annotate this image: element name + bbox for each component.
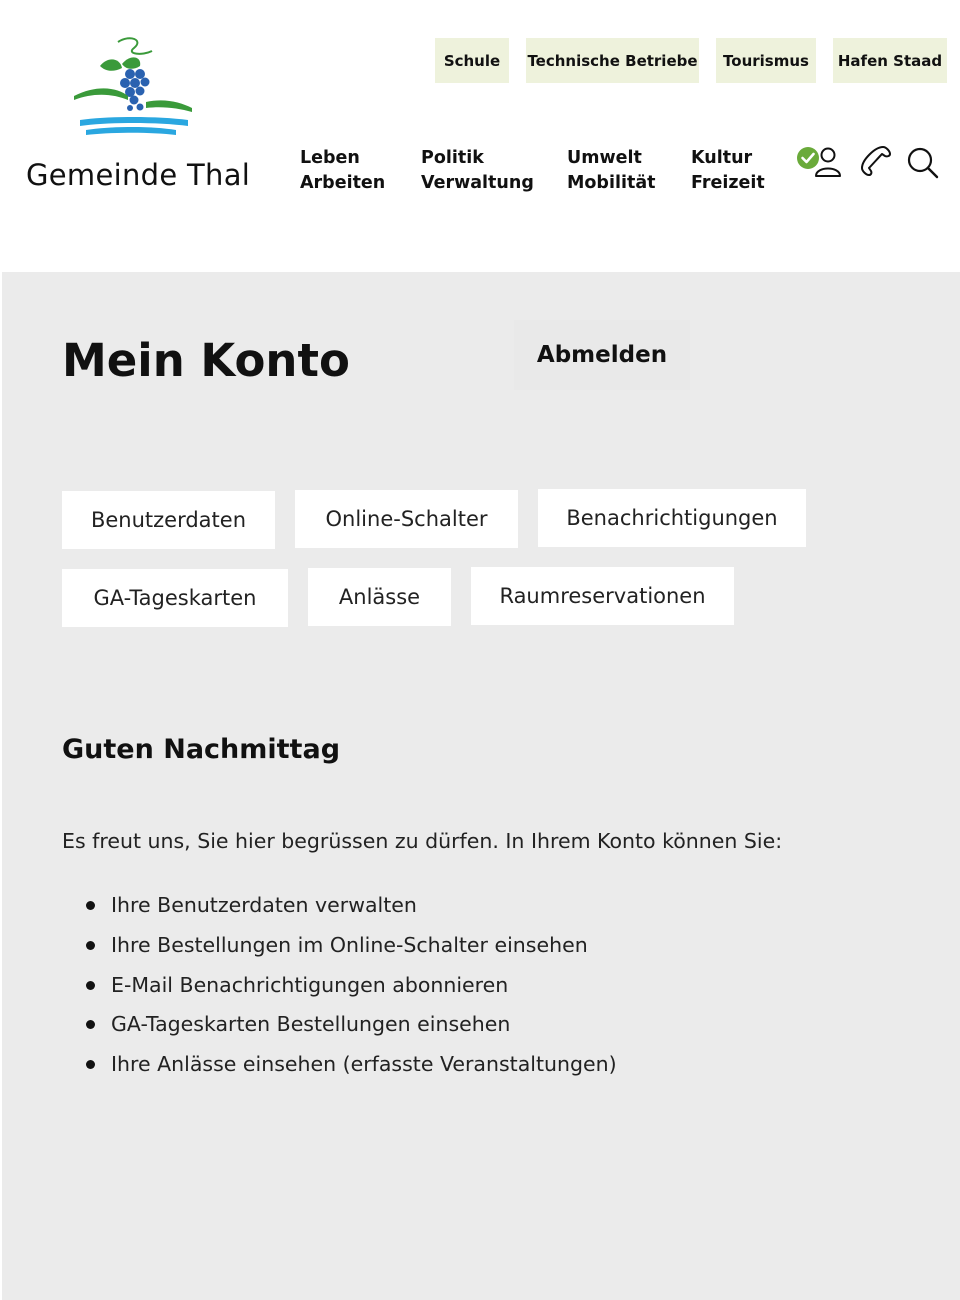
nav-kultur-freizeit[interactable] bbox=[691, 146, 765, 196]
bullet-icon bbox=[86, 901, 95, 910]
phone-icon[interactable] bbox=[859, 144, 893, 178]
list-item bbox=[86, 1008, 617, 1048]
nav-politik-verwaltung[interactable] bbox=[421, 146, 534, 196]
greeting-heading: Guten Nachmittag bbox=[62, 734, 341, 765]
bullet-icon bbox=[86, 981, 95, 990]
gemeinde-thal-logo[interactable] bbox=[68, 36, 196, 142]
list-item-text: Ihre Benutzerdaten verwalten bbox=[111, 893, 417, 917]
nav-leben-arbeiten[interactable] bbox=[300, 146, 385, 196]
list-item-text: Ihre Bestellungen im Online-Schalter einsehen bbox=[111, 932, 588, 957]
bullet-icon bbox=[86, 1060, 95, 1069]
quick-link-schule[interactable]: Schule bbox=[435, 38, 509, 83]
intro-text: Es freut uns, Sie hier begrüssen zu dürfen. In Ihrem Konto können Sie: bbox=[62, 829, 783, 853]
bullet-icon bbox=[86, 1020, 95, 1029]
logout-button[interactable]: Abmelden bbox=[514, 320, 690, 390]
list-item bbox=[86, 1048, 617, 1088]
nav-label-line2: Freizeit bbox=[691, 173, 765, 193]
nav-label-line1: Kultur bbox=[691, 148, 753, 168]
bullet-icon bbox=[86, 941, 95, 950]
nav-label-line2: Arbeiten bbox=[300, 173, 386, 193]
feature-list bbox=[86, 889, 617, 1088]
list-item-text: E-Mail Benachrichtigungen abonnieren bbox=[111, 972, 509, 997]
page-title: Mein Konto bbox=[62, 334, 350, 387]
list-item-text: Ihre Anlässe einsehen (erfasste Veranstaltungen) bbox=[111, 1052, 617, 1077]
tab-ga-tageskarten[interactable]: GA-Tageskarten bbox=[62, 569, 288, 627]
tab-online-schalter[interactable]: Online-Schalter bbox=[295, 490, 518, 548]
list-item bbox=[86, 969, 617, 1009]
tab-raumreservationen[interactable]: Raumreservationen bbox=[471, 567, 734, 625]
quick-link-tourismus[interactable]: Tourismus bbox=[716, 38, 816, 83]
account-logged-in-icon[interactable] bbox=[796, 144, 842, 180]
site-header bbox=[0, 0, 960, 272]
list-item bbox=[86, 889, 617, 929]
site-brand-name[interactable]: Gemeinde Thal bbox=[26, 158, 251, 192]
search-icon[interactable] bbox=[906, 146, 940, 180]
quick-link-hafen-staad[interactable]: Hafen Staad bbox=[833, 38, 947, 83]
nav-label-line1: Leben bbox=[300, 148, 360, 168]
nav-label-line1: Umwelt bbox=[567, 148, 642, 168]
tab-anlaesse[interactable]: Anlässe bbox=[308, 568, 451, 626]
nav-label-line2: Verwaltung bbox=[421, 173, 534, 193]
nav-label-line1: Politik bbox=[421, 148, 484, 168]
list-item bbox=[86, 929, 617, 969]
nav-umwelt-mobilitaet[interactable] bbox=[567, 146, 656, 196]
account-main bbox=[2, 272, 960, 1300]
tab-benachrichtigungen[interactable]: Benachrichtigungen bbox=[538, 489, 806, 547]
nav-label-line2: Mobilität bbox=[567, 173, 656, 193]
tab-benutzerdaten[interactable]: Benutzerdaten bbox=[62, 491, 275, 549]
list-item-text: GA-Tageskarten Bestellungen einsehen bbox=[111, 1012, 511, 1037]
quick-link-technische-betriebe[interactable]: Technische Betriebe bbox=[526, 38, 699, 83]
